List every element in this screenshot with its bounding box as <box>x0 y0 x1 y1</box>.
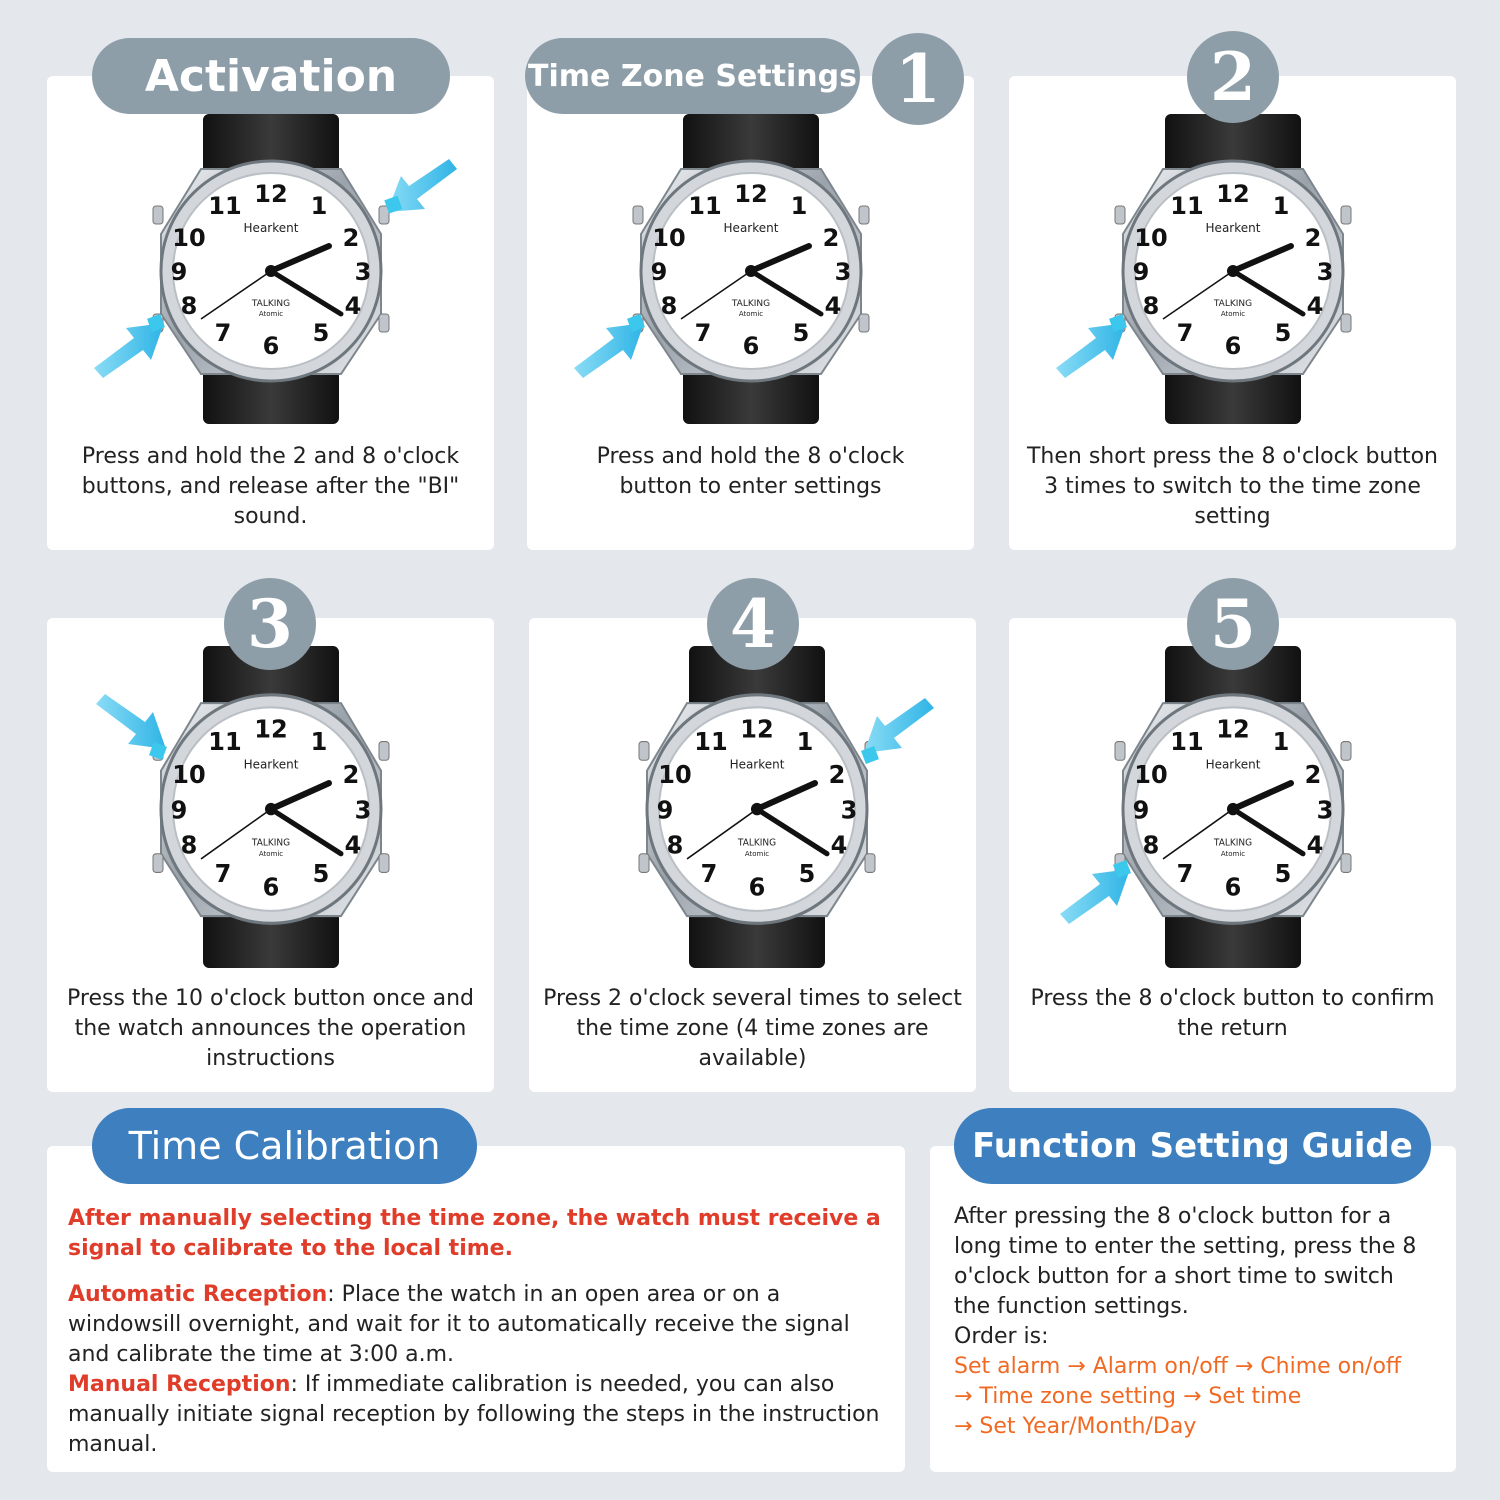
manual-reception-text: : If immediate calibration is needed, you can also manually initiate signal reception by following the steps in the instruction manual. <box>68 1372 880 1457</box>
svg-text:1: 1 <box>790 192 808 220</box>
svg-text:12: 12 <box>734 180 768 208</box>
manual-reception-paragraph <box>68 1370 888 1460</box>
step-number-1: 1 <box>872 33 964 125</box>
step-number-3: 3 <box>224 578 316 670</box>
automatic-reception-paragraph <box>68 1280 888 1370</box>
arrow-icon <box>1051 308 1131 378</box>
brand-label: Hearkent <box>729 757 785 772</box>
atomic-label: Atomic <box>744 848 770 858</box>
svg-text:1: 1 <box>310 192 328 220</box>
arrow-icon <box>91 694 171 764</box>
svg-text:3: 3 <box>834 258 852 286</box>
svg-text:6: 6 <box>748 871 766 902</box>
watch-image <box>1103 114 1363 424</box>
activation-title: Activation <box>92 38 450 114</box>
talking-label: TALKING <box>1213 837 1253 849</box>
svg-text:7: 7 <box>694 319 712 347</box>
svg-text:4: 4 <box>344 830 362 860</box>
svg-text:11: 11 <box>694 726 728 756</box>
step-number-4: 4 <box>707 578 799 670</box>
talking-label: TALKING <box>1213 299 1253 309</box>
time-calibration-title: Time Calibration <box>92 1108 477 1184</box>
svg-text:1: 1 <box>1272 726 1290 756</box>
svg-text:7: 7 <box>214 858 232 888</box>
svg-text:9: 9 <box>650 258 668 286</box>
svg-text:3: 3 <box>840 794 858 825</box>
svg-text:9: 9 <box>1132 258 1150 286</box>
svg-text:12: 12 <box>1216 713 1250 744</box>
step-card-1 <box>527 76 974 550</box>
watch-image <box>141 114 401 424</box>
svg-text:8: 8 <box>1142 830 1160 860</box>
svg-text:1: 1 <box>1272 192 1290 220</box>
function-guide-text: After pressing the 8 o'clock button for a long time to enter the setting, press the 8 o'clock button for a short time to switch the function settings. <box>954 1204 1417 1319</box>
svg-text:8: 8 <box>1142 292 1160 320</box>
step-caption-5: Press the 8 o'clock button to confirm the return <box>1030 986 1435 1041</box>
atomic-label: Atomic <box>258 848 284 858</box>
arrow-icon <box>382 156 462 216</box>
svg-text:9: 9 <box>170 794 188 825</box>
svg-text:2: 2 <box>828 759 846 790</box>
svg-text:7: 7 <box>1176 319 1194 347</box>
step-card-2 <box>1009 76 1456 550</box>
svg-text:5: 5 <box>312 858 330 888</box>
brand-label: Hearkent <box>723 221 779 235</box>
atomic-label: Atomic <box>258 310 284 318</box>
svg-text:4: 4 <box>830 830 848 860</box>
step-card-5 <box>1009 618 1456 1092</box>
svg-text:10: 10 <box>172 224 206 252</box>
step-caption-1: Press and hold the 8 o'clock button to enter settings <box>596 444 905 499</box>
svg-text:6: 6 <box>262 332 280 360</box>
svg-text:4: 4 <box>344 292 362 320</box>
svg-text:2: 2 <box>342 759 360 790</box>
watch-image <box>621 114 881 424</box>
svg-text:8: 8 <box>666 830 684 860</box>
svg-text:2: 2 <box>1304 224 1322 252</box>
talking-label: TALKING <box>251 299 291 309</box>
svg-text:1: 1 <box>310 726 328 756</box>
svg-text:9: 9 <box>656 794 674 825</box>
svg-text:5: 5 <box>792 319 810 347</box>
watch-image <box>627 646 887 968</box>
function-guide-card <box>930 1146 1456 1472</box>
step-card-3 <box>47 618 494 1092</box>
svg-text:7: 7 <box>214 319 232 347</box>
arrow-icon <box>1055 854 1135 924</box>
numeral-12: 12 <box>254 180 288 208</box>
svg-text:10: 10 <box>658 759 692 790</box>
svg-text:5: 5 <box>312 319 330 347</box>
svg-text:4: 4 <box>1306 830 1324 860</box>
svg-text:11: 11 <box>688 192 722 220</box>
brand-label: Hearkent <box>243 221 299 235</box>
atomic-label: Atomic <box>738 310 764 318</box>
watch-image <box>1103 646 1363 968</box>
svg-text:5: 5 <box>798 858 816 888</box>
svg-text:9: 9 <box>1132 794 1150 825</box>
svg-text:5: 5 <box>1274 319 1292 347</box>
time-calibration-card <box>47 1146 905 1472</box>
brand-label: Hearkent <box>243 757 299 772</box>
step-number-2: 2 <box>1187 31 1279 123</box>
svg-text:4: 4 <box>1306 292 1324 320</box>
svg-text:3: 3 <box>354 794 372 825</box>
atomic-label: Atomic <box>1220 848 1246 858</box>
arrow-icon <box>859 698 939 768</box>
svg-text:3: 3 <box>354 258 372 286</box>
svg-text:2: 2 <box>822 224 840 252</box>
order-line-3: → Set Year/Month/Day <box>954 1414 1197 1439</box>
order-label: Order is: <box>954 1324 1049 1349</box>
svg-text:4: 4 <box>824 292 842 320</box>
svg-text:10: 10 <box>652 224 686 252</box>
step-caption-3: Press the 10 o'clock button once and the watch announces the operation instructions <box>67 986 474 1071</box>
svg-text:11: 11 <box>208 192 242 220</box>
svg-text:3: 3 <box>1316 258 1334 286</box>
order-line-2: → Time zone setting → Set time <box>954 1384 1302 1409</box>
svg-text:3: 3 <box>1316 794 1334 825</box>
svg-text:12: 12 <box>740 713 774 744</box>
svg-text:9: 9 <box>170 258 188 286</box>
talking-label: TALKING <box>737 837 777 849</box>
svg-text:2: 2 <box>342 224 360 252</box>
arrow-icon <box>89 308 169 378</box>
step-caption-2: Then short press the 8 o'clock button 3 times to switch to the time zone setting <box>1026 444 1439 529</box>
brand-label: Hearkent <box>1205 757 1261 772</box>
step-caption-4: Press 2 o'clock several times to select the time zone (4 time zones are available) <box>543 986 962 1071</box>
calibration-intro: After manually selecting the time zone, the watch must receive a signal to calibrate to the local time. <box>68 1206 881 1261</box>
svg-text:10: 10 <box>1134 759 1168 790</box>
svg-text:11: 11 <box>1170 726 1204 756</box>
order-line-1: Set alarm → Alarm on/off → Chime on/off <box>954 1354 1402 1379</box>
brand-label: Hearkent <box>1205 221 1261 235</box>
activation-caption: Press and hold the 2 and 8 o'clock buttons, and release after the "BI" sound. <box>81 444 460 529</box>
svg-text:12: 12 <box>1216 180 1250 208</box>
talking-label: TALKING <box>251 837 291 849</box>
svg-text:7: 7 <box>1176 858 1194 888</box>
activation-card <box>47 76 494 550</box>
arrow-icon <box>569 308 649 378</box>
svg-text:6: 6 <box>262 871 280 902</box>
automatic-reception-text: : Place the watch in an open area or on a windowsill overnight, and wait for it to automatically receive the signal and calibrate the time at 3:00 a.m. <box>68 1282 850 1367</box>
svg-text:10: 10 <box>172 759 206 790</box>
talking-label: TALKING <box>731 299 771 309</box>
svg-text:12: 12 <box>254 713 288 744</box>
svg-text:11: 11 <box>1170 192 1204 220</box>
svg-text:1: 1 <box>796 726 814 756</box>
svg-text:2: 2 <box>1304 759 1322 790</box>
svg-text:8: 8 <box>180 292 198 320</box>
manual-reception-label: Manual Reception <box>68 1372 291 1397</box>
svg-text:8: 8 <box>180 830 198 860</box>
step-card-4 <box>529 618 976 1092</box>
svg-text:8: 8 <box>660 292 678 320</box>
svg-text:6: 6 <box>1224 332 1242 360</box>
watch-image <box>141 646 401 968</box>
svg-text:5: 5 <box>1274 858 1292 888</box>
svg-text:6: 6 <box>1224 871 1242 902</box>
function-guide-title: Function Setting Guide <box>954 1108 1431 1184</box>
svg-text:6: 6 <box>742 332 760 360</box>
atomic-label: Atomic <box>1220 310 1246 318</box>
svg-text:11: 11 <box>208 726 242 756</box>
step-number-5: 5 <box>1187 578 1279 670</box>
svg-text:10: 10 <box>1134 224 1168 252</box>
time-zone-title: Time Zone Settings <box>525 38 860 114</box>
svg-text:7: 7 <box>700 858 718 888</box>
automatic-reception-label: Automatic Reception <box>68 1282 328 1307</box>
